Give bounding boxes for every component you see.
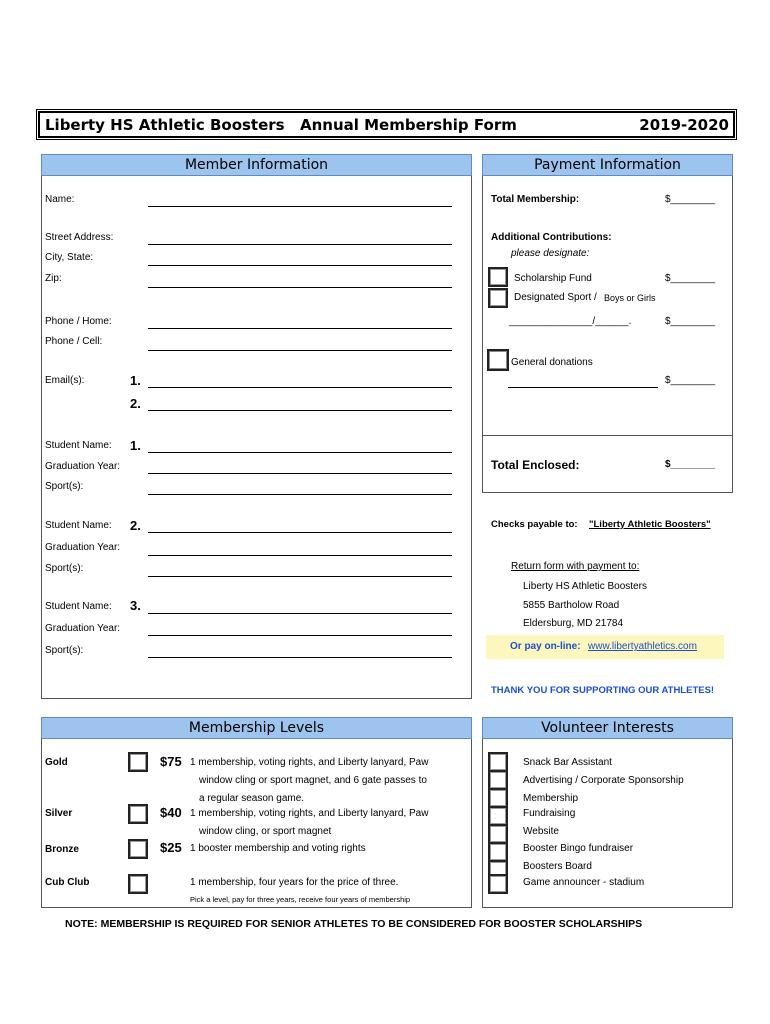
street-field[interactable] [148,244,452,245]
volunteer-item: Website [523,826,559,837]
student2-sports-field[interactable] [148,576,452,577]
gold-description-1: 1 membership, voting rights, and Liberty lanyard, Paw [190,757,429,768]
volunteer-item: Advertising / Corporate Sponsorship [523,775,684,786]
student1-grad-label: Graduation Year: [45,461,121,472]
volunteer-checkbox[interactable] [488,874,508,894]
pay-online-link[interactable]: www.libertyathletics.com [588,641,697,652]
form-title: Annual Membership Form [300,116,517,134]
total-membership-field[interactable]: $________ [665,194,716,205]
student3-name-label: Student Name: [45,601,112,612]
student2-sports-label: Sport(s): [45,563,84,574]
volunteer-item: Boosters Board [523,861,592,872]
additional-contributions-label: Additional Contributions: [491,232,612,243]
cub-club-checkbox[interactable] [128,874,148,894]
street-label: Street Address: [45,232,114,243]
gold-price: $75 [160,754,182,769]
email-label: Email(s): [45,375,85,386]
volunteer-item: Snack Bar Assistant [523,757,612,768]
gold-description-3: a regular season game. [199,793,305,804]
mailing-address-line-1: Liberty HS Athletic Boosters [523,581,647,592]
member-info-header: Member Information [41,154,472,176]
mailing-address-line-2: 5855 Bartholow Road [523,600,620,611]
cub-club-label: Cub Club [45,877,90,888]
silver-description-1: 1 membership, voting rights, and Liberty lanyard, Paw [190,808,429,819]
bronze-label: Bronze [45,844,79,855]
designated-sport-field[interactable]: _______________/______. [509,316,632,327]
student2-name-label: Student Name: [45,520,112,531]
designated-amount-field[interactable]: $________ [665,316,716,327]
silver-label: Silver [45,808,73,819]
volunteer-item: Fundraising [523,808,576,819]
student1-name-field[interactable] [148,452,452,453]
phone-home-label: Phone / Home: [45,316,112,327]
general-donation-label: General donations [511,357,593,368]
student2-grad-label: Graduation Year: [45,542,121,553]
membership-levels-header: Membership Levels [41,717,472,739]
general-donation-field[interactable] [508,387,658,388]
thank-you-message: THANK YOU FOR SUPPORTING OUR ATHLETES! [491,685,715,696]
student3-name-field[interactable] [148,613,452,614]
student2-name-field[interactable] [148,532,452,533]
cub-club-note: Pick a level, pay for three years, receive four years of membership [190,895,411,904]
scholarship-label: Scholarship Fund [514,273,592,284]
bronze-description: 1 booster membership and voting rights [190,843,366,854]
gold-checkbox[interactable] [128,752,148,772]
city-field[interactable] [148,265,452,266]
bronze-checkbox[interactable] [128,839,148,859]
volunteer-checkbox[interactable] [488,788,508,808]
student1-grad-field[interactable] [148,473,452,474]
email-number-1: 1. [130,373,141,388]
student3-number: 3. [130,598,141,613]
volunteer-item: Game announcer - stadium [523,877,645,888]
volunteer-checkbox[interactable] [488,824,508,844]
volunteer-interests-header: Volunteer Interests [482,717,733,739]
zip-label: Zip: [45,273,62,284]
student3-sports-label: Sport(s): [45,645,84,656]
name-label: Name: [45,194,75,205]
total-enclosed-field[interactable]: $________ [665,459,716,470]
scholarship-requirement-note: NOTE: MEMBERSHIP IS REQUIRED FOR SENIOR ATHLETES TO BE CONSIDERED FOR BOOSTER SCHOLARSHIPS [65,918,643,930]
name-field[interactable] [148,206,452,207]
zip-field[interactable] [148,287,452,288]
student2-number: 2. [130,518,141,533]
cub-club-description: 1 membership, four years for the price of three. [190,877,399,888]
student1-name-label: Student Name: [45,440,112,451]
form-title-bar [38,111,735,138]
general-donation-checkbox[interactable] [487,349,509,371]
volunteer-item: Membership [523,793,579,804]
volunteer-checkbox[interactable] [488,806,508,826]
boys-girls-label: Boys or Girls [604,293,656,303]
designated-sport-checkbox[interactable] [488,288,508,308]
silver-description-2: window cling, or sport magnet [199,826,332,837]
return-form-label: Return form with payment to: [511,561,640,572]
student3-grad-label: Graduation Year: [45,623,121,634]
org-title: Liberty HS Athletic Boosters [45,116,285,134]
email-field-2[interactable] [148,410,452,411]
scholarship-amount-field[interactable]: $________ [665,273,716,284]
payment-divider [482,435,733,436]
volunteer-checkbox[interactable] [488,752,508,772]
student1-number: 1. [130,438,141,453]
volunteer-item: Booster Bingo fundraiser [523,843,634,854]
bronze-price: $25 [160,840,182,855]
volunteer-checkbox[interactable] [488,842,508,862]
email-field-1[interactable] [148,387,452,388]
designated-sport-label: Designated Sport / [514,292,597,303]
pay-online-label: Or pay on-line: [510,641,581,652]
phone-cell-label: Phone / Cell: [45,336,103,347]
silver-checkbox[interactable] [128,804,148,824]
student1-sports-label: Sport(s): [45,481,84,492]
total-enclosed-label: Total Enclosed: [491,458,580,472]
scholarship-checkbox[interactable] [488,267,508,287]
student1-sports-field[interactable] [148,494,452,495]
mailing-address-line-3: Eldersburg, MD 21784 [523,618,624,629]
checks-payable-label: Checks payable to: [491,519,578,530]
silver-price: $40 [160,805,182,820]
year-title: 2019-2020 [639,116,729,134]
designate-label: please designate: [511,248,590,259]
total-membership-label: Total Membership: [491,194,580,205]
city-label: City, State: [45,252,94,263]
phone-home-field[interactable] [148,328,452,329]
student2-grad-field[interactable] [148,555,452,556]
checks-payee: "Liberty Athletic Boosters" [589,519,711,530]
phone-cell-field[interactable] [148,350,452,351]
student3-grad-field[interactable] [148,635,452,636]
gold-label: Gold [45,757,68,768]
payment-info-header: Payment Information [482,154,733,176]
general-donation-amount-field[interactable]: $________ [665,375,716,386]
email-number-2: 2. [130,396,141,411]
student3-sports-field[interactable] [148,657,452,658]
gold-description-2: window cling or sport magnet, and 6 gate passes to [199,775,427,786]
volunteer-checkbox[interactable] [488,770,508,790]
